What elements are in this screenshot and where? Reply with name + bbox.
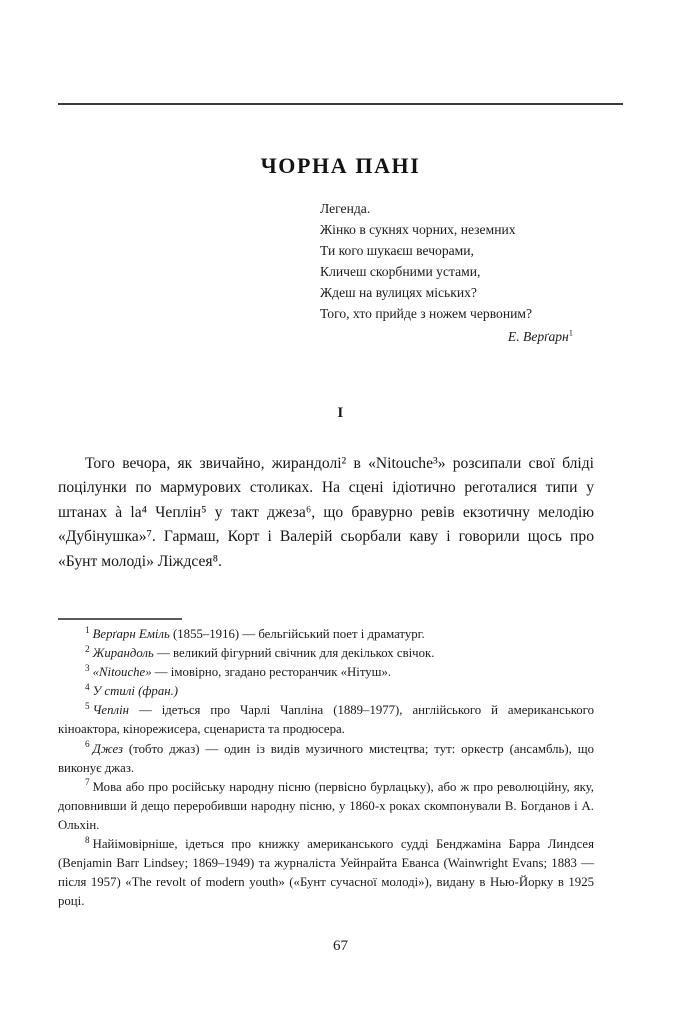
footnote-marker[interactable]: 1	[85, 624, 90, 635]
footnote-item	[58, 625, 594, 644]
epigraph-author: Е. Верґарн	[507, 329, 569, 344]
page-title: ЧОРНА ПАНІ	[260, 152, 421, 178]
footnote-text: — ідеться про Чарлі Чапліна (1889–1977), англійського й американського кіноактора, кінорежисера, сценариста та продюсера.	[58, 703, 594, 737]
footnote-text: Мова або про російську народну пісню (первісно бурлацьку), або ж про революційну, яку, доповнивши й дещо переробивши народну пісню, у 1860-х роках скомпонували В. Богданов і А. Ольхін.	[58, 779, 594, 832]
header-rule	[58, 103, 623, 105]
footnote-marker[interactable]: 7	[85, 777, 90, 788]
section-numeral: I	[337, 405, 344, 421]
page-number: 67	[333, 938, 348, 954]
footnote-text: Найімовірніше, ідеться про книжку американського судді Бенджаміна Барра Линдсея (Benjamin Barr Lindsey; 1869–1949) та журналіста Уейнрайта Еванса (Wainwright Evans; 1883 — після 1957) «The revolt of modern youth» («Бунт сучасної молоді»), видану в Нью-Йорку в 1925 році.	[58, 837, 594, 909]
footnote-text: — імовірно, згадано ресторанчик «Нітуш».	[151, 665, 392, 680]
footnote-marker[interactable]: 2	[85, 643, 90, 654]
footnote-item	[58, 682, 594, 701]
footnote-lead: Жирандоль	[92, 646, 154, 661]
footnote-item	[58, 644, 594, 663]
footnote-item	[58, 835, 594, 911]
footnote-text: — великий фігурний свічник для декількох свічок.	[153, 646, 435, 661]
footnotes-block	[58, 625, 594, 911]
footnote-item	[58, 701, 594, 739]
footnote-text: (тобто джаз) — один із видів музичного мистецтва; тут: оркестр (ансамбль), що виконує джаз.	[58, 741, 594, 775]
footnote-lead: «Nitouche»	[92, 665, 152, 680]
epigraph-line: Ждеш на вулицях міських?	[320, 285, 477, 300]
body-paragraph: Того вечора, як звичайно, жирандолі² в «Nitouche³» розсипали свої бліді поцілунки по мармурових столиках. На сцені ідіотично реготалися типи у штанах à la⁴ Чеплін⁵ у такт джеза⁶, що бравурно ревів екзотичну мелодію «Дубінушка»⁷. Гармаш, Корт і Валерій сьорбали каву і говорили щось про «Бунт молоді» Ліждсея⁸.	[58, 454, 594, 570]
footnote-marker[interactable]: 8	[85, 834, 90, 845]
footnote-marker[interactable]: 6	[85, 739, 90, 750]
footnote-item	[58, 778, 594, 835]
footnote-item	[58, 740, 594, 778]
footnote-ref-1[interactable]: 1	[568, 327, 573, 338]
epigraph-line: Кличеш скорбними устами,	[320, 264, 481, 279]
footnote-separator	[58, 618, 182, 620]
epigraph-attribution	[320, 326, 573, 347]
footnote-lead: У стилі	[92, 684, 135, 699]
epigraph-line: Ти кого шукаєш вечорами,	[320, 243, 474, 258]
epigraph-line: Того, хто прийде з ножем червоним?	[320, 306, 533, 321]
footnote-marker[interactable]: 4	[85, 682, 90, 693]
footnote-marker[interactable]: 3	[85, 662, 90, 673]
epigraph-line: Жінко в сукнях чорних, неземних	[320, 222, 516, 237]
footnote-item	[58, 663, 594, 682]
footnote-lead: Верґарн Еміль	[92, 627, 170, 641]
epigraph-block	[320, 198, 573, 347]
epigraph-line: Легенда.	[320, 201, 371, 216]
footnote-lead: Джез	[92, 741, 123, 756]
footnote-text: (фран.)	[134, 684, 179, 699]
footnote-lead: Чеплін	[92, 703, 129, 718]
footnote-marker[interactable]: 5	[85, 701, 90, 712]
footnote-text: (1855–1916) — бельгійський поет і драматург.	[169, 627, 425, 641]
